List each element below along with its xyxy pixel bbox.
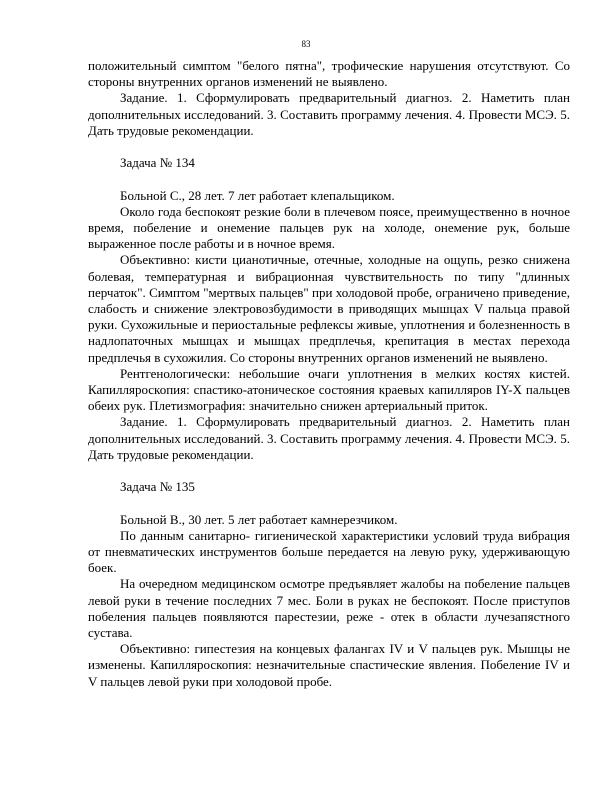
paragraph-gap [88, 171, 570, 187]
text-column [88, 58, 570, 690]
paragraph: Объективно: гипестезия на концевых фалангах IV и V пальцев рук. Мышцы не изменены. Капилляроскопия: незначительные спастические явления. Побеление IV и V пальцев левой руки при холодовой пробе. [88, 641, 570, 689]
task-heading: Задача № 135 [120, 479, 195, 495]
paragraph: По данным санитарно- гигиенической характеристики условий труда вибрация от пневматических инструментов больше передается на левую руку, удерживающую боек. [88, 527, 570, 576]
paragraph-gap [88, 139, 570, 155]
paragraph: Задание. 1. Сформулировать предварительный диагноз. 2. Наметить план дополнительных исследований. 3. Составить программу лечения. 4. Провести МСЭ. 5. Дать трудовые рекомендации. [88, 90, 570, 138]
paragraph: положительный симптом "белого пятна", трофические нарушения отсутствуют. Со стороны внутренних органов изменений не выявлено. [88, 58, 570, 90]
paragraph: Больной С., 28 лет. 7 лет работает клепальщиком. [120, 187, 395, 203]
task-heading: Задача № 134 [120, 155, 195, 171]
paragraph-gap [88, 495, 570, 511]
paragraph: На очередном медицинском осмотре предъявляет жалобы на побеление пальцев левой руки в течение последних 7 мес. Боли в руках не беспокоят. После приступов побеления пальцев появляются парестезии, реже - отек в области лучезапястного сустава. [88, 576, 570, 641]
paragraph: Больной В., 30 лет. 5 лет работает камнерезчиком. [120, 511, 398, 527]
paragraph: Около года беспокоят резкие боли в плечевом поясе, преимущественно в ночное время, побеление и онемение пальцев рук на холоде, онемение рук, больше выраженное после работы и в ночное время. [88, 203, 570, 252]
paragraph: Объективно: кисти цианотичные, отечные, холодные на ощупь, резко снижена болевая, температурная и вибрационная чувствительность по типу "длинных перчаток". Симптом "мертвых пальцев" при холодовой пробе, ограничено приведение, слабость и снижение электровозбудимости в приводящих мышцах V пальца правой руки. Сухожильные и периостальные рефлексы живые, уплотнения и болезненность в надлопаточных мышцах и мышцах предплечья, крепитация в местах перехода предплечья в сухожилия. Со стороны внутренних органов изменений не выявлено. [88, 252, 570, 365]
paragraph: Рентгенологически: небольшие очаги уплотнения в мелких костях кистей. Капилляроскопия: спастико-атоническое состояния краевых капилляров IY-X пальцев обеих рук. Плетизмография: значительно снижен артериальный приток. [88, 365, 570, 414]
page-number: 83 [301, 39, 311, 49]
paragraph: Задание. 1. Сформулировать предварительный диагноз. 2. Наметить план дополнительных исследований. 3. Составить программу лечения. 4. Провести МСЭ. 5. Дать трудовые рекомендации. [88, 414, 570, 462]
paragraph-gap [88, 463, 570, 479]
